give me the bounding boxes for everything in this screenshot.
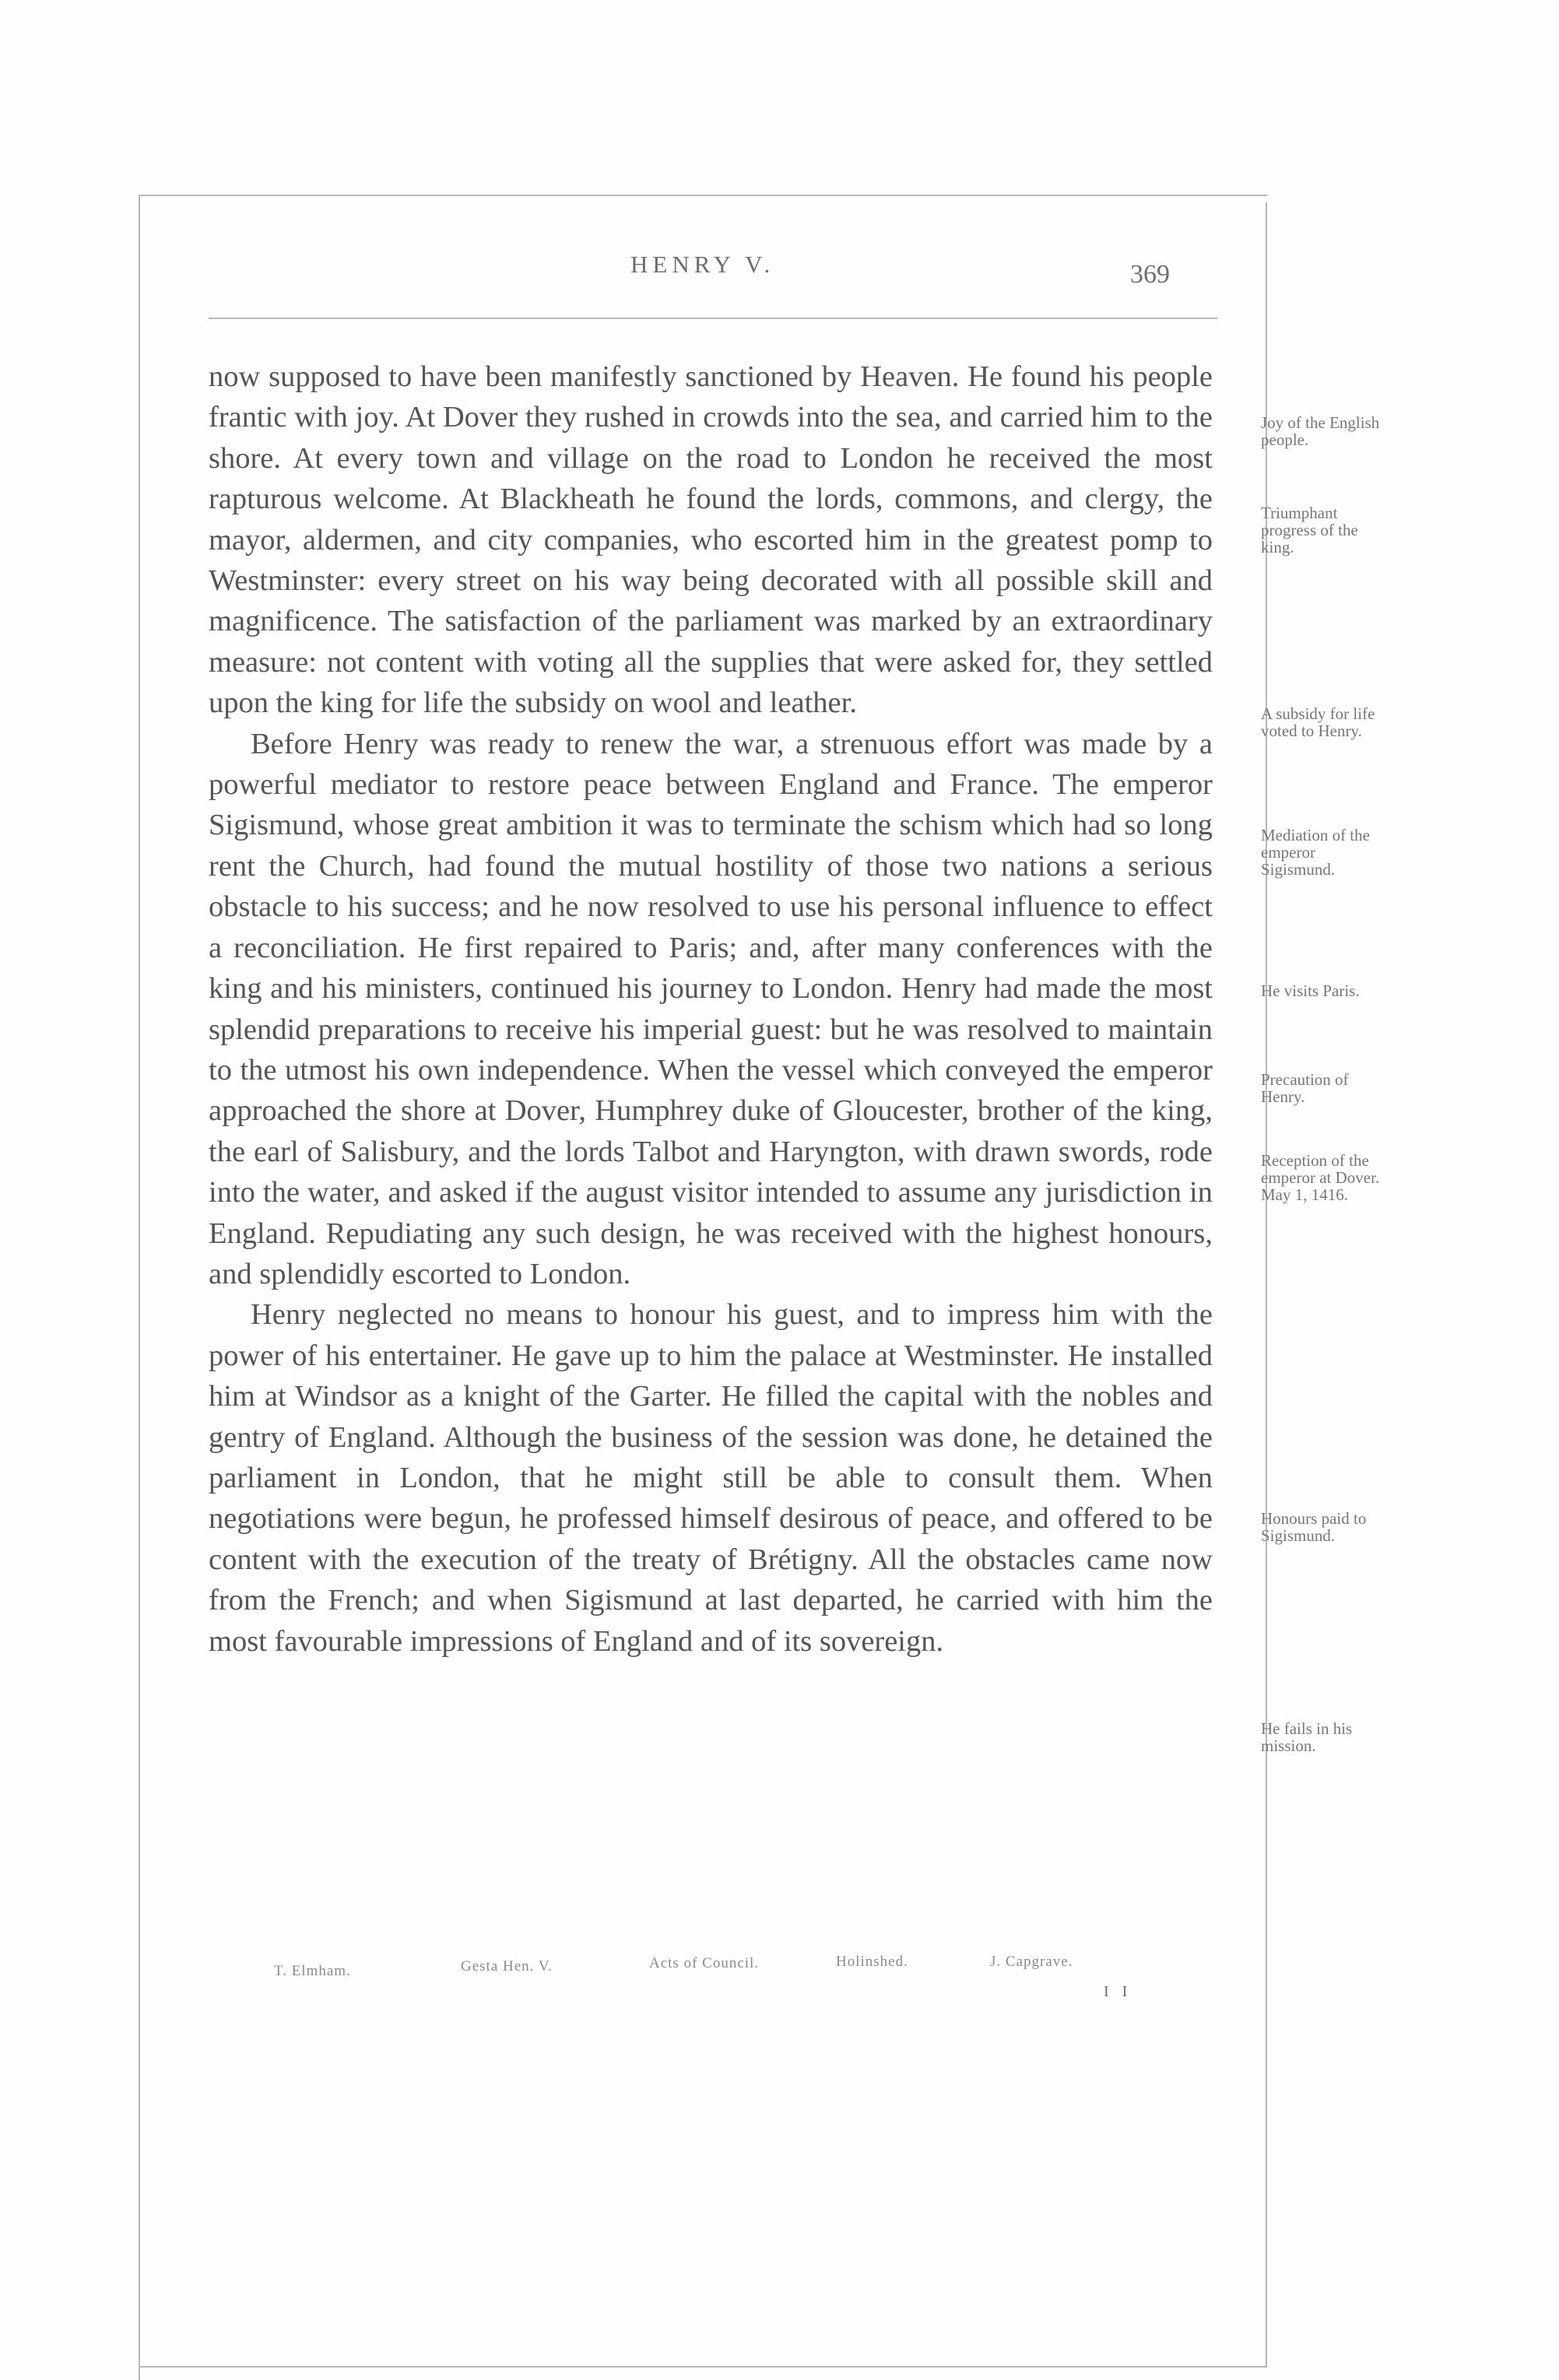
marginal-note: Mediation of the emperor Sigismund.: [1261, 826, 1370, 879]
marginal-note: Honours paid to Sigismund.: [1261, 1509, 1367, 1545]
signature-mark: I I: [1104, 1983, 1132, 2000]
citation: J. Capgrave.: [990, 1953, 1073, 1970]
marginal-note: Joy of the English people.: [1261, 413, 1380, 449]
page-frame-bottom-rule: [139, 2366, 1267, 2368]
page-frame-left-rule: [139, 195, 140, 2380]
marginal-note: A subsidy for life voted to Henry.: [1261, 704, 1375, 740]
page-number: 369: [1130, 260, 1170, 289]
page-frame-top-rule: [139, 195, 1267, 196]
paragraph: now supposed to have been manifestly sanctioned by Heaven. He found his people frantic with joy. At Dover they rushed in crowds into the sea, and carried him to the shore. At every town and village on the road to London he received the most rapturous welcome. At Blackheath he found the lords, commons, and clergy, the mayor, aldermen, and city companies, who escorted him in the greatest pomp to Westminster: every street on his way being decorated with all possible skill and magnificence. The satisfaction of the parliament was marked by an extraordinary measure: not content with voting all the supplies that were asked for, they settled upon the king for life the subsidy on wool and leather.: [209, 360, 1213, 720]
citation: Acts of Council.: [649, 1955, 760, 1971]
header-rule: [209, 318, 1217, 319]
marginal-note: He fails in his mission.: [1261, 1719, 1353, 1755]
citation: T. Elmham.: [274, 1963, 351, 1979]
marginal-note: He visits Paris.: [1261, 981, 1360, 1000]
citation: Holinshed.: [836, 1953, 908, 1970]
marginal-note: Precaution of Henry.: [1261, 1070, 1349, 1106]
citation: Gesta Hen. V.: [461, 1958, 553, 1975]
marginal-note: Triumphant progress of the king.: [1261, 504, 1358, 556]
marginal-note: Reception of the emperor at Dover. May 1, 1416.: [1261, 1151, 1380, 1204]
paragraph: Henry neglected no means to honour his guest, and to impress him with the power of his entertainer. He gave up to him the palace at Westminster. He installed him at Windsor as a knight of the Garter. He filled the capital with the nobles and gentry of England. Although the business of the session was done, he detained the parliament in London, that he might still be able to consult them. When negotiations were begun, he professed himself desirous of peace, and offered to be content with the execution of the treaty of Brétigny. All the obstacles came now from the French; and when Sigismund at last departed, he carried with him the most favourable impressions of England and of its sovereign.: [209, 1298, 1213, 1658]
running-head: HENRY V.: [630, 251, 775, 278]
paragraph: Before Henry was ready to renew the war, a strenuous effort was made by a powerful mediator to restore peace between England and France. The emperor Sigismund, whose great ambition it was to terminate the schism which had so long rent the Church, had found the mutual hostility of those two nations a serious obstacle to his success; and he now resolved to use his personal influence to effect a reconciliation. He first repaired to Paris; and, after many conferences with the king and his ministers, continued his journey to London. Henry had made the most splendid preparations to receive his imperial guest: but he was resolved to maintain to the utmost his own independence. When the vessel which conveyed the emperor approached the shore at Dover, Humphrey duke of Gloucester, brother of the king, the earl of Salisbury, and the lords Talbot and Haryngton, with drawn swords, rode into the water, and asked if the august visitor intended to assume any jurisdiction in England. Repudiating any such design, he was received with the highest honours, and splendidly escorted to London.: [209, 727, 1213, 1290]
body-text: [209, 356, 1213, 1662]
